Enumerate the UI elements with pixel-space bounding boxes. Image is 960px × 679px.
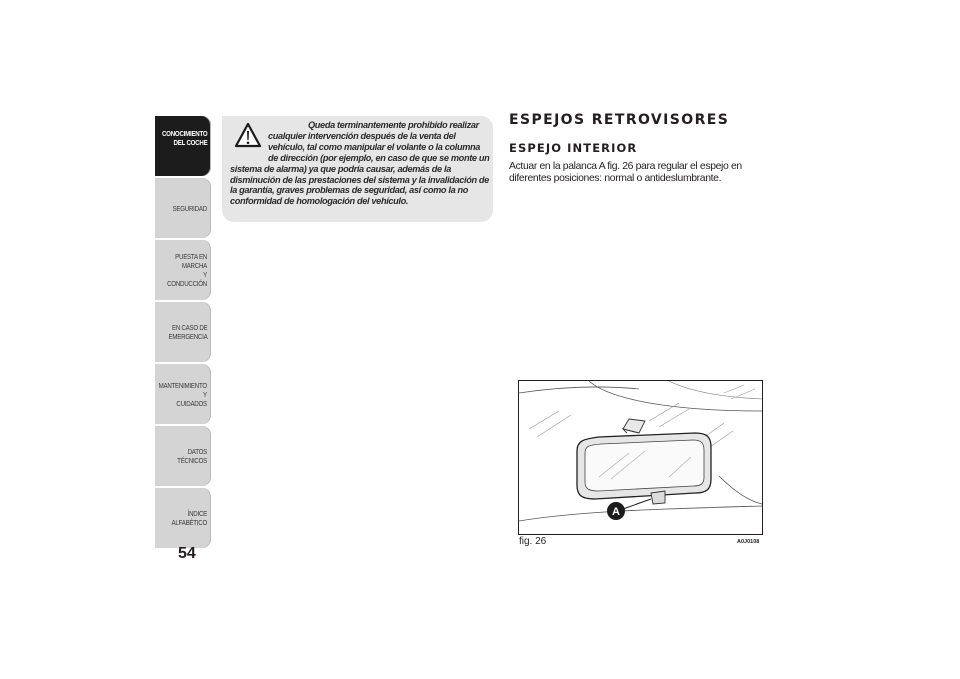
figure-code: A0J0108 — [737, 539, 760, 545]
tab-datos-tecnicos[interactable] — [155, 426, 211, 486]
rearview-mirror-illustration — [519, 381, 762, 534]
tab-label: ÍNDICE ALFABÉTICO — [171, 509, 207, 527]
figure-26 — [518, 380, 763, 535]
marker-a-label: A — [612, 506, 620, 518]
section-title: ESPEJOS RETROVISORES — [509, 112, 730, 128]
warning-text-content: Queda terminantemente prohibido realizar cualquier intervención después de la venta del vehículo, tal como manipular el volante o la columna de dirección (por ejemplo, en caso de que se monte un sistema de alarma) ya que podría causar, además de la disminución de las prestaciones del sistema y la invalidación de la garantía, graves problemas de seguridad, así como la no conformidad de homologación del vehículo. — [230, 120, 490, 207]
tab-label: DATOS TÉCNICOS — [177, 447, 207, 465]
warning-text — [230, 120, 492, 207]
tab-label: PUESTA EN MARCHA Y CONDUCCIÓN — [167, 252, 207, 288]
tab-mantenimiento[interactable] — [155, 364, 211, 424]
tab-label: SEGURIDAD — [172, 203, 207, 213]
tab-indice-alfabetico[interactable] — [155, 488, 211, 548]
section-body: Actuar en la palanca A fig. 26 para regular el espejo en diferentes posiciones: normal o antideslumbrante. — [509, 161, 742, 184]
figure-caption: fig. 26 — [519, 536, 547, 547]
warning-box — [222, 116, 493, 222]
tab-puesta-en-marcha[interactable] — [155, 240, 211, 300]
tab-label: EN CASO DE EMERGENCIA — [168, 323, 207, 341]
page-number: 54 — [178, 545, 196, 562]
tab-label: MANTENIMIENTO Y CUIDADOS — [158, 380, 207, 408]
section-subtitle: ESPEJO INTERIOR — [509, 141, 638, 155]
tab-seguridad[interactable] — [155, 178, 211, 238]
tab-label: CONOCIMIENTO DEL COCHE — [161, 129, 207, 147]
tab-conocimiento-del-coche[interactable] — [155, 116, 211, 176]
warning-icon-spacer — [230, 120, 268, 154]
tab-en-caso-de-emergencia[interactable] — [155, 302, 211, 362]
